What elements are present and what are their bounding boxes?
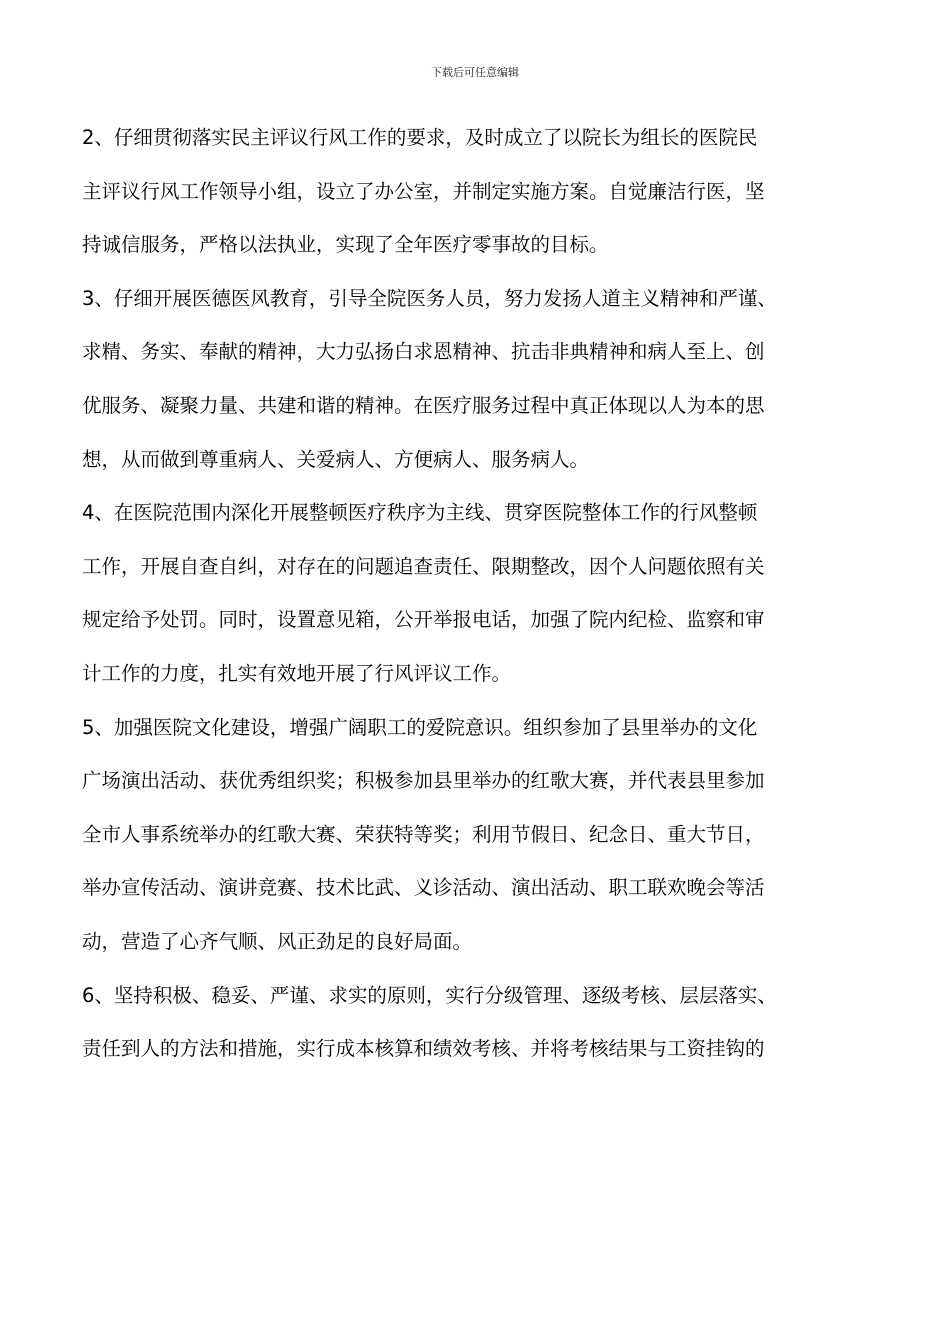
text-line: 规定给予处罚。同时，设置意见箱，公开举报电话，加强了院内纪检、监察和审 (82, 608, 765, 632)
text-line: 求精、务实、奉献的精神，大力弘扬白求恩精神、抗击非典精神和病人至上、创 (82, 340, 765, 364)
text-line: 2、仔细贯彻落实民主评议行风工作的要求，及时成立了以院长为组长的医院民 (82, 126, 758, 149)
text-line: 6、坚持积极、稳妥、严谨、求实的原则，实行分级管理、逐级考核、层层落实、 (82, 983, 777, 1007)
page-header: 下载后可任意编辑 (431, 66, 519, 79)
text-line: 持诚信服务，严格以法执业，实现了全年医疗零事故的目标。 (82, 233, 609, 257)
text-line: 工作，开展自查自纠，对存在的问题追查责任、限期整改，因个人问题依照有关 (82, 554, 765, 578)
text-line: 4、在医院范围内深化开展整顿医疗秩序为主线、贯穿医院整体工作的行风整顿 (82, 501, 758, 525)
text-line: 想，从而做到尊重病人、关爱病人、方便病人、服务病人。 (82, 447, 590, 471)
text-line: 广场演出活动、获优秀组织奖；积极参加县里举办的红歌大赛，并代表县里参加 (82, 769, 765, 793)
text-line: 3、仔细开展医德医风教育，引导全院医务人员，努力发扬人道主义精神和严谨、 (82, 286, 777, 310)
text-line: 优服务、凝聚力量、共建和谐的精神。在医疗服务过程中真正体现以人为本的思 (82, 393, 765, 417)
text-line: 全市人事系统举办的红歌大赛、荣获特等奖；利用节假日、纪念日、重大节日， (82, 822, 765, 846)
document-body (82, 118, 882, 1083)
text-line: 计工作的力度，扎实有效地开展了行风评议工作。 (82, 661, 512, 685)
text-line: 主评议行风工作领导小组，设立了办公室，并制定实施方案。自觉廉洁行医，坚 (82, 179, 765, 203)
text-line: 动，营造了心齐气顺、风正劲足的良好局面。 (82, 929, 473, 953)
text-line: 5、加强医院文化建设，增强广阔职工的爱院意识。组织参加了县里举办的文化 (82, 715, 758, 739)
text-line: 责任到人的方法和措施，实行成本核算和绩效考核、并将考核结果与工资挂钩的 (82, 1037, 765, 1061)
text-line: 举办宣传活动、演讲竞赛、技术比武、义诊活动、演出活动、职工联欢晚会等活 (82, 876, 765, 900)
